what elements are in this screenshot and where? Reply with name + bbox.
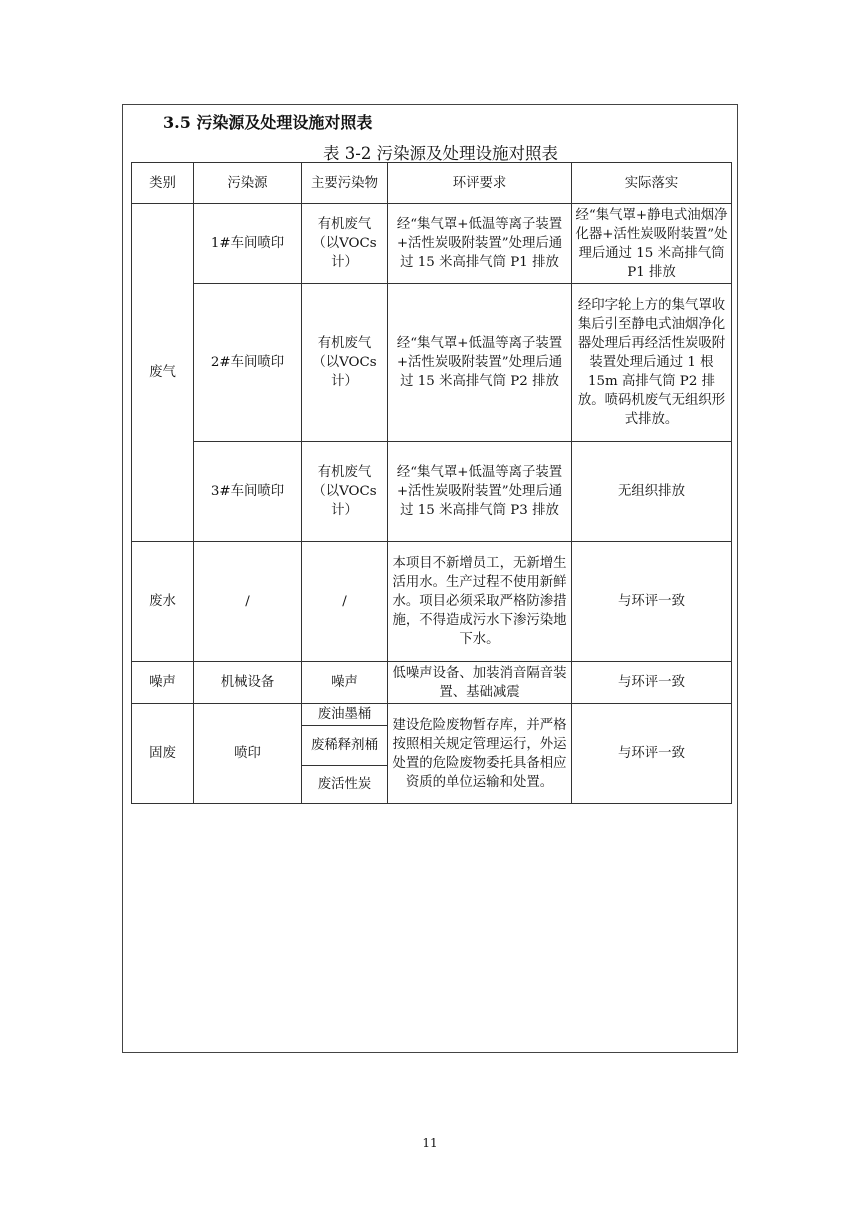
requirement-cell: 本项目不新增员工，无新增生活用水。生产过程不使用新鲜水。项目必须采取严格防渗措施，不得造成污水下渗污染地下水。 bbox=[388, 542, 572, 662]
table-caption: 表 3-2 污染源及处理设施对照表 bbox=[323, 144, 559, 163]
category-cell: 噪声 bbox=[132, 662, 194, 704]
actual-cell: 经印字轮上方的集气罩收集后引至静电式油烟净化器处理后再经活性炭吸附装置处理后通过 1 根 15m 高排气筒 P2 排放。喷码机废气无组织形式排放。 bbox=[572, 284, 732, 442]
pollutant-cell: 有机废气（以VOCs计） bbox=[302, 204, 388, 284]
requirement-cell: 建设危险废物暂存库，并严格按照相关规定管理运行，外运处置的危险废物委托具备相应资质的单位运输和处置。 bbox=[388, 704, 572, 804]
table-row bbox=[132, 704, 732, 726]
header-category: 类别 bbox=[132, 163, 194, 204]
source-cell: 机械设备 bbox=[194, 662, 302, 704]
pollutant-cell: 废活性炭 bbox=[302, 766, 388, 804]
table-row bbox=[132, 442, 732, 542]
source-cell: 喷印 bbox=[194, 704, 302, 804]
actual-cell: 与环评一致 bbox=[572, 704, 732, 804]
category-cell: 废水 bbox=[132, 542, 194, 662]
pollutant-cell: 噪声 bbox=[302, 662, 388, 704]
pollution-source-table bbox=[131, 162, 732, 804]
table-row bbox=[132, 542, 732, 662]
header-requirement: 环评要求 bbox=[388, 163, 572, 204]
header-source: 污染源 bbox=[194, 163, 302, 204]
requirement-cell: 经“集气罩+低温等离子装置+活性炭吸附装置”处理后通过 15 米高排气筒 P1 排放 bbox=[388, 204, 572, 284]
requirement-cell: 经“集气罩+低温等离子装置+活性炭吸附装置”处理后通过 15 米高排气筒 P3 排放 bbox=[388, 442, 572, 542]
table-row bbox=[132, 284, 732, 442]
source-cell: 3#车间喷印 bbox=[194, 442, 302, 542]
table-header-row bbox=[132, 163, 732, 204]
table-row bbox=[132, 662, 732, 704]
category-cell: 固废 bbox=[132, 704, 194, 804]
source-cell: 1#车间喷印 bbox=[194, 204, 302, 284]
header-pollutant: 主要污染物 bbox=[302, 163, 388, 204]
pollutant-cell: 废油墨桶 bbox=[302, 704, 388, 726]
source-cell: 2#车间喷印 bbox=[194, 284, 302, 442]
category-cell: 废气 bbox=[132, 204, 194, 542]
document-frame bbox=[122, 104, 738, 1053]
pollutant-cell: 有机废气（以VOCs计） bbox=[302, 442, 388, 542]
actual-cell: 无组织排放 bbox=[572, 442, 732, 542]
source-cell: / bbox=[194, 542, 302, 662]
table-row bbox=[132, 204, 732, 284]
requirement-cell: 低噪声设备、加装消音隔音装置、基础减震 bbox=[388, 662, 572, 704]
pollutant-cell: 有机废气（以VOCs计） bbox=[302, 284, 388, 442]
pollutant-cell: 废稀释剂桶 bbox=[302, 726, 388, 766]
actual-cell: 与环评一致 bbox=[572, 542, 732, 662]
pollutant-cell: / bbox=[302, 542, 388, 662]
page-number: 11 bbox=[422, 1136, 438, 1150]
actual-cell: 与环评一致 bbox=[572, 662, 732, 704]
requirement-cell: 经“集气罩+低温等离子装置+活性炭吸附装置”处理后通过 15 米高排气筒 P2 排放 bbox=[388, 284, 572, 442]
header-actual: 实际落实 bbox=[572, 163, 732, 204]
section-heading: 3.5 污染源及处理设施对照表 bbox=[163, 113, 373, 132]
actual-cell: 经“集气罩+静电式油烟净化器+活性炭吸附装置”处理后通过 15 米高排气筒 P1 排放 bbox=[572, 204, 732, 284]
